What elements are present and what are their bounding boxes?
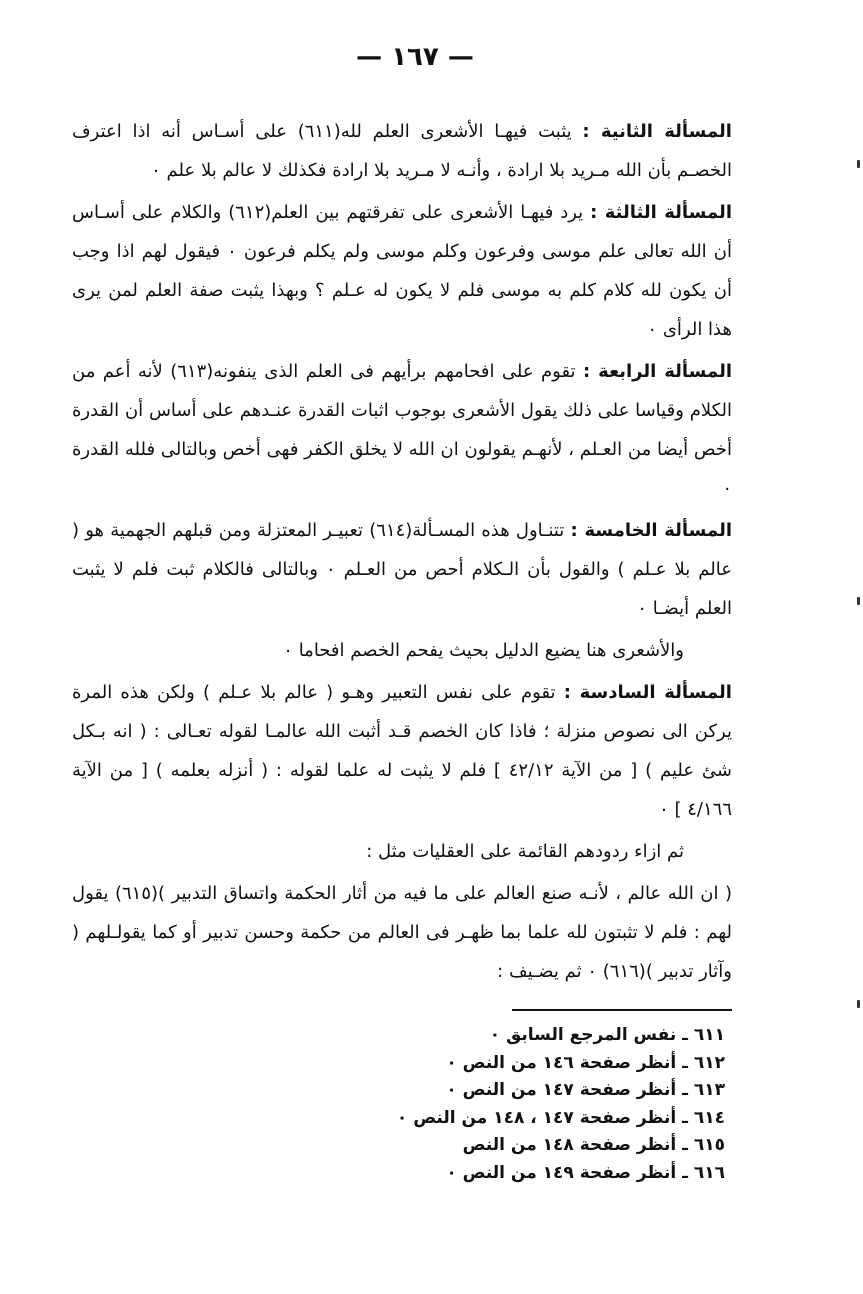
paragraph-text: ثم ازاء ردودهم القائمة على العقليات مثل : [366,841,684,862]
footnote-612: ٦١٢ ـ أنظر صفحة ١٤٦ من النص ٠ [446,1052,725,1073]
paragraph-heading: المسألة الخامسة : [570,520,732,541]
paragraph-text: تقوم على نفس التعبير وهـو ( عالم بلا عـلم ) ولكن هذه المرة يركن الى نصوص منزلة ؛ فاذا كان الخصم قـد أثبت الله عالمـا لقوله تعـالى : ( انه بـكل شئ عليم ) [ من الآية ٤٢/١٢ ] فلم لا يثبت له علما لقوله : ( أنزله بعلمه ) [ من الآية ٤/١٦٦ ] ٠ [72,682,733,820]
footnote-divider [512,1009,732,1011]
paragraph-issue-3 [72,193,732,349]
paragraph-ashari-note [72,631,732,670]
paragraph-heading: المسألة الثالثة : [590,202,732,223]
paragraph-issue-4 [72,352,732,508]
paragraph-text: يثبت فيهـا الأشعرى العلم لله(٦١١) على أسـاس أنه اذا اعترف الخصـم بأن الله مـريد بلا ارادة ، وأنـه لا مـريد بلا ارادة فكذلك لا عالم بلا علم ٠ [72,121,732,181]
footnote-614: ٦١٤ ـ أنظر صفحة ١٤٧ ، ١٤٨ من النص ٠ [396,1107,725,1128]
scan-edge-mark [857,597,860,605]
footnote-613: ٦١٣ ـ أنظر صفحة ١٤٧ من النص ٠ [446,1080,725,1100]
footnote-615: ٦١٥ ـ أنظر صفحة ١٤٨ من النص [462,1135,725,1155]
paragraph-rational-argument [72,874,732,991]
body-text [72,112,732,994]
paragraph-issue-2 [72,112,732,190]
scan-edge-mark [857,1000,860,1008]
paragraph-issue-5 [72,511,732,628]
paragraph-heading: المسألة الثانية : [582,121,732,142]
paragraph-heading: المسألة السادسة : [563,682,732,703]
paragraph-text: ( ان الله عالم ، لأنـه صنع العالم على ما فيه من أثار الحكمة واتساق التدبير )(٦١٥) يقول لهم : فلم لا تثبتون لله علما بما ظهـر فى العالم من حكمة وحسن تدبير أو كما يقولـلهم ( وآثار تدبير )(٦١٦) ٠ ثم يضـيف : [72,883,732,982]
footnote-616: ٦١٦ ـ أنظر صفحة ١٤٩ من النص ٠ [446,1162,725,1183]
paragraph-text: يرد فيهـا الأشعرى على تفرقتهم بين العلم(٦١٢) والكلام على أسـاس أن الله تعالى علم موسى وفرعون وكلم موسى ولم يكلم فرعون ٠ فيقول لهم اذا وجب أن يكون لله كلام كلم به موسى فلم لا يكون له عـلم ؟ وبهذا يثبت صفة العلم لمن يرى هذا الرأى ٠ [72,202,732,340]
paragraph-rational-intro [72,832,732,871]
footnote-611: ٦١١ ـ نفس المرجع السابق ٠ [489,1025,725,1045]
paragraph-heading: المسألة الرابعة : [583,361,732,382]
paragraph-issue-6 [72,673,732,829]
scan-edge-mark [857,160,860,168]
paragraph-text: تتنـاول هذه المسـألة(٦١٤) تعبيـر المعتزلة ومن قبلهم الجهمية هو ( عالم بلا عـلم ) والقول بأن الـكلام أحص من العـلم ٠ وبالتالى فالكلام ثبت فلم لا يثبت العلم أيضـا ٠ [72,520,732,619]
footnotes [300,1022,725,1187]
paragraph-text: تقوم على افحامهم برأيهم فى العلم الذى ينفونه(٦١٣) لأنه أعم من الكلام وقياسا على ذلك يقول الأشعرى بوجوب اثبات القدرة عنـدهم على أساس أن القدرة أخص أيضا من العـلم ، لأنهـم يقولون ان الله لا يخلق الكفر فهى أخص وبالتالى فلله القدرة ٠ [72,361,732,499]
page-number: — ١٦٧ — [356,42,474,72]
paragraph-text: والأشعرى هنا يضيع الدليل بحيث يفحم الخصم افحاما ٠ [283,640,684,661]
